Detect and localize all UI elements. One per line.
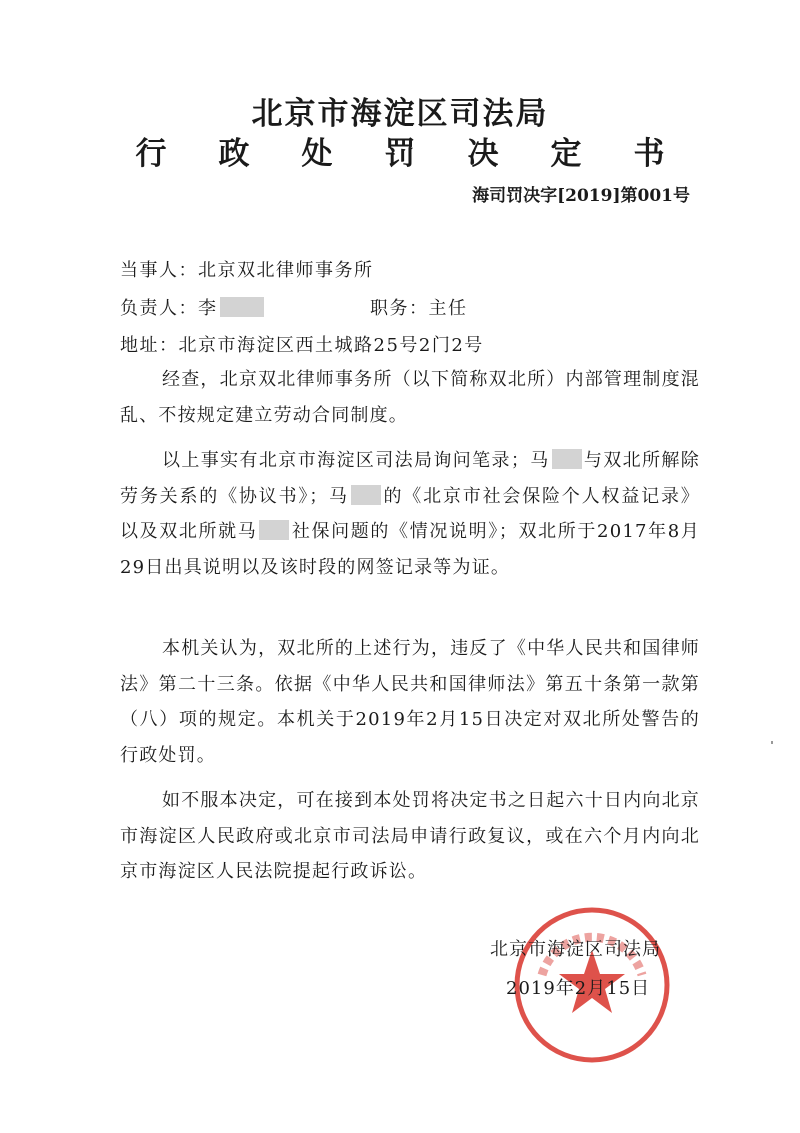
address-value: 北京市海淀区西土城路25号2门2号 — [178, 335, 484, 356]
redaction-block — [259, 520, 289, 540]
signature-date: 2019年2月15日 — [506, 978, 651, 999]
party-value: 北京双北律师事务所 — [198, 260, 374, 281]
signature-organization: 北京市海淀区司法局 — [490, 939, 661, 960]
responsible-value: 李 — [198, 298, 218, 319]
evidence-text-1: 以上事实有北京市海淀区司法局询问笔录；马 — [162, 450, 550, 471]
position-field — [370, 294, 468, 320]
paragraph-evidence — [120, 443, 700, 585]
evidence-text-4: 社保问题的《情况说明》；双北所于2017年8月29日出具说明以及该时段的网签记录等为证。 — [120, 521, 701, 578]
redaction-block — [220, 297, 264, 317]
document-number: 海司罚决字[2019]第001号 — [472, 186, 690, 206]
party-label: 当事人： — [120, 260, 198, 281]
responsible-label: 负责人： — [120, 298, 198, 319]
paragraph-findings: 经查，北京双北律师事务所（以下简称双北所）内部管理制度混乱、不按规定建立劳动合同制度。 — [120, 369, 700, 426]
address-label: 地址： — [120, 335, 179, 356]
evidence-text-2: 与双北所解除劳务关系的《协议书》；马 — [120, 450, 701, 507]
paragraph-decision: 本机关认为，双北所的上述行为，违反了《中华人民共和国律师法》第二十三条。依据《中华人民共和国律师法》第五十条第一款第（八）项的规定。本机关于2019年2月15日决定对双北所处警告的行政处罚。 — [120, 638, 700, 766]
address-line — [120, 331, 700, 357]
redaction-block — [552, 449, 582, 469]
scan-speck — [771, 741, 773, 744]
redaction-block — [351, 485, 381, 505]
party-line — [120, 256, 700, 282]
position-value: 主任 — [428, 298, 468, 319]
evidence-text-3: 的《北京市社会保险个人权益记录》以及双北所就马 — [120, 485, 700, 542]
issuer-title: 北京市海淀区司法局 — [251, 96, 549, 132]
paragraph-appeal-rights: 如不服本决定，可在接到本处罚将决定书之日起六十日内向北京市海淀区人民政府或北京市司法局申请行政复议，或在六个月内向北京市海淀区人民法院提起行政诉讼。 — [120, 790, 700, 882]
responsible-line — [120, 294, 700, 320]
position-label: 职务： — [370, 298, 429, 319]
document-type-title: 行政处罚决定书 — [135, 136, 717, 172]
